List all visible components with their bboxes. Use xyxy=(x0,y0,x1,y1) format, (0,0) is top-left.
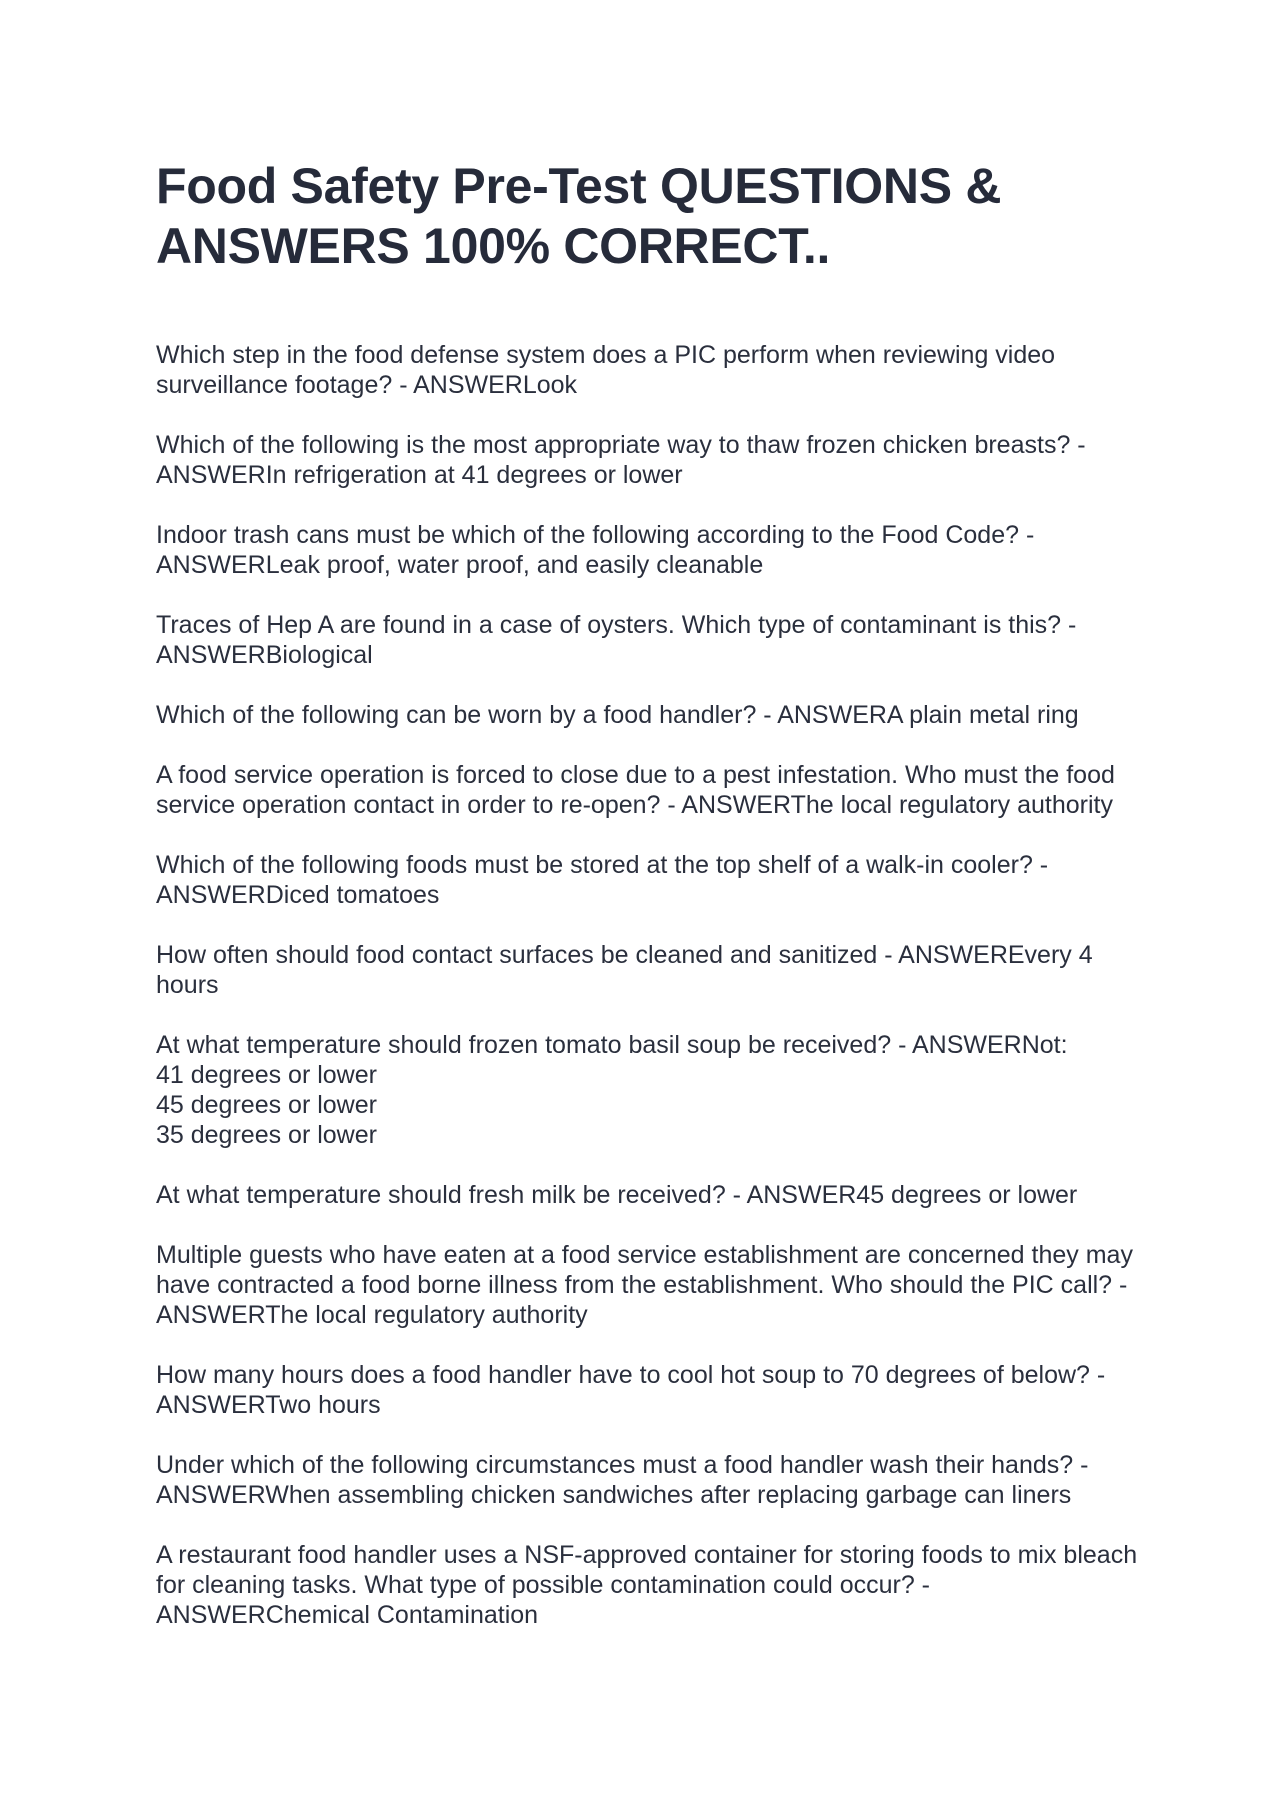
qa-item: Indoor trash cans must be which of the following according to the Food Code? - ANSWERLeak proof, water proof, and easily cleanable xyxy=(156,521,1035,579)
document-page xyxy=(156,156,1146,1660)
qa-item: How many hours does a food handler have to cool hot soup to 70 degrees of below? - ANSWERTwo hours xyxy=(156,1361,1106,1419)
qa-item: Multiple guests who have eaten at a food service establishment are concerned they may have contracted a food borne illness from the establishment. Who should the PIC call? - ANSWERThe local regulatory authority xyxy=(156,1241,1133,1329)
qa-item: At what temperature should frozen tomato basil soup be received? - ANSWERNot: 41 degrees or lower 45 degrees or lower 35 degrees or lower xyxy=(156,1031,1068,1149)
qa-item: Which of the following is the most appropriate way to thaw frozen chicken breasts? - ANSWERIn refrigeration at 41 degrees or lower xyxy=(156,431,1086,489)
qa-item: A restaurant food handler uses a NSF-approved container for storing foods to mix bleach for cleaning tasks. What type of possible contamination could occur? - ANSWERChemical Contamination xyxy=(156,1541,1138,1629)
qa-item: A food service operation is forced to close due to a pest infestation. Who must the food service operation contact in order to re-open? - ANSWERThe local regulatory authority xyxy=(156,761,1115,819)
qa-list xyxy=(156,340,1146,1630)
qa-item: At what temperature should fresh milk be received? - ANSWER45 degrees or lower xyxy=(156,1181,1078,1209)
qa-item: Under which of the following circumstances must a food handler wash their hands? - ANSWERWhen assembling chicken sandwiches after replacing garbage can liners xyxy=(156,1451,1089,1509)
qa-item: Which step in the food defense system does a PIC perform when reviewing video surveillance footage? - ANSWERLook xyxy=(156,341,1056,399)
qa-item: Which of the following foods must be stored at the top shelf of a walk-in cooler? - ANSWERDiced tomatoes xyxy=(156,851,1049,909)
qa-item: How often should food contact surfaces be cleaned and sanitized - ANSWEREvery 4 hours xyxy=(156,941,1093,999)
qa-item: Traces of Hep A are found in a case of oysters. Which type of contaminant is this? - ANSWERBiological xyxy=(156,611,1077,669)
qa-item: Which of the following can be worn by a food handler? - ANSWERA plain metal ring xyxy=(156,701,1079,729)
document-title: Food Safety Pre-Test QUESTIONS & ANSWERS 100% CORRECT.. xyxy=(156,158,1002,274)
